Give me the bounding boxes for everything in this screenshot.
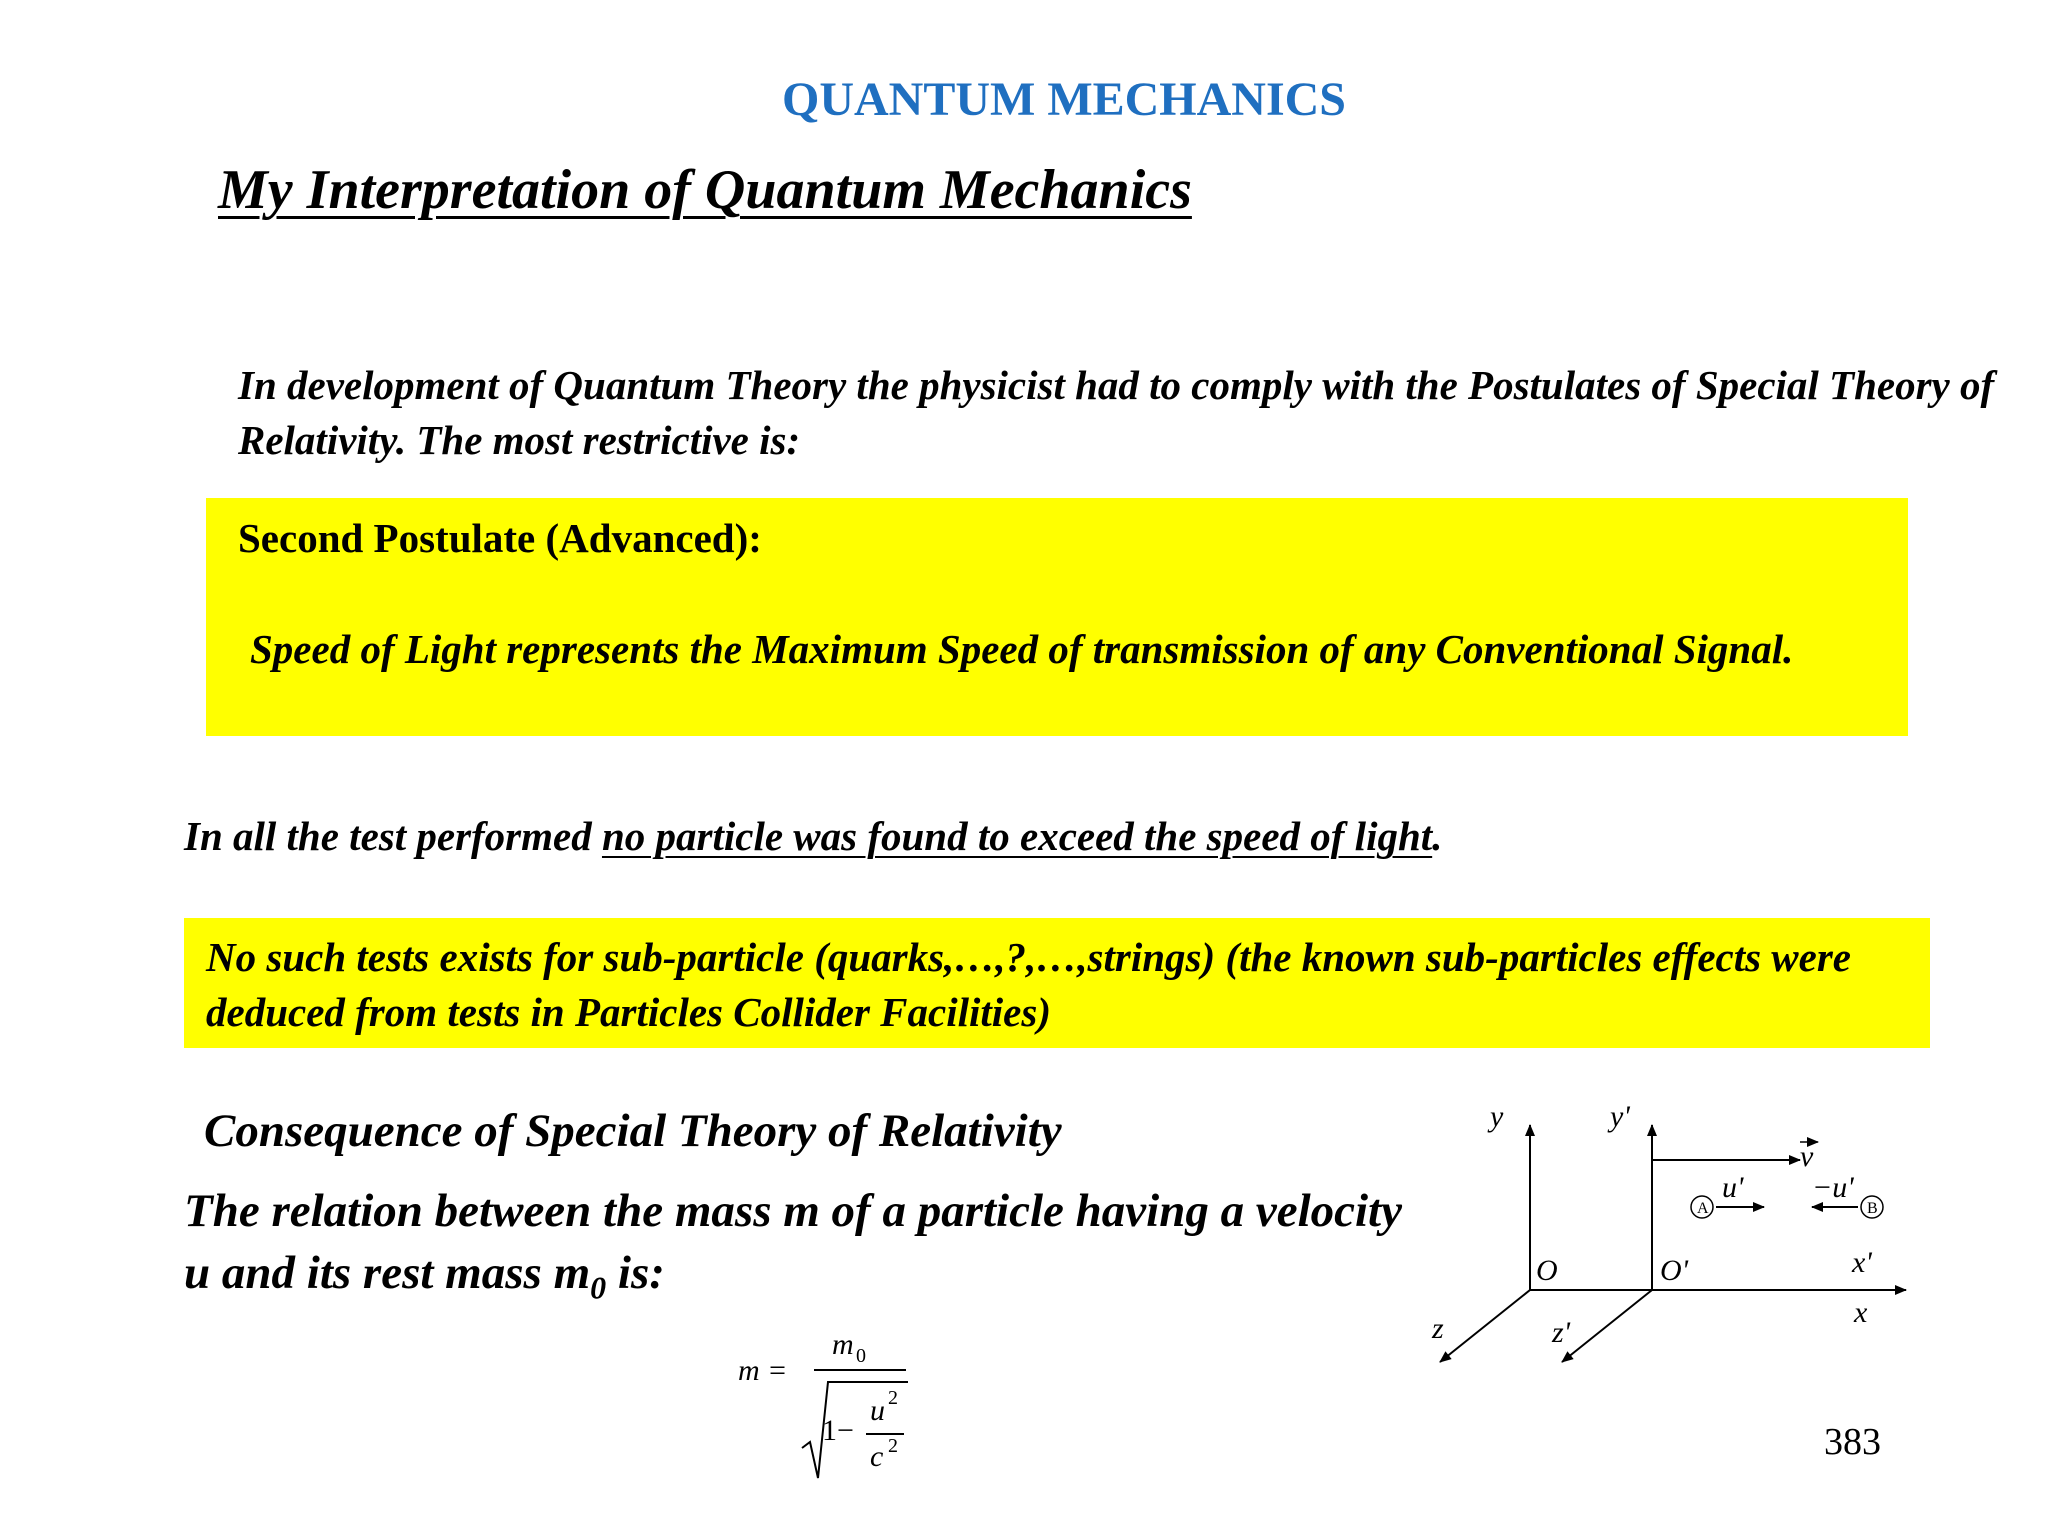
formula-one-minus: 1− — [822, 1414, 854, 1447]
postulate-heading: Second Postulate (Advanced): — [238, 515, 762, 561]
x-prime-axis-label: x' — [1852, 1246, 1872, 1279]
postulate-text: Speed of Light represents the Maximum Speed of transmission of any Conventional Signal. — [250, 626, 1794, 672]
tests-suffix: . — [1432, 813, 1443, 859]
z-prime-axis-label: z' — [1552, 1316, 1571, 1349]
particle-b-label: B — [1867, 1200, 1878, 1217]
particle-a-label: A — [1697, 1200, 1709, 1217]
minus-u-prime-label: −u' — [1812, 1171, 1854, 1204]
tests-statement — [184, 812, 1442, 860]
y-prime-axis-label: y' — [1610, 1100, 1630, 1133]
velocity-v-label: v — [1800, 1140, 1814, 1173]
formula-lhs: m = — [738, 1354, 788, 1387]
subparticle-note: No such tests exists for sub-particle (quarks,…,?,…,strings) (the known sub-particles effects were deduced from tests in Particles Collider Facilities) — [206, 934, 1852, 1035]
consequence-heading: Consequence of Special Theory of Relativity — [204, 1105, 1062, 1157]
formula-u-exp: 2 — [888, 1387, 898, 1409]
formula-u: u — [870, 1394, 885, 1427]
relation-part2: is: — [606, 1247, 665, 1299]
formula-c: c — [870, 1440, 884, 1473]
y-axis-label: y — [1490, 1100, 1504, 1133]
section-subtitle: My Interpretation of Quantum Mechanics — [218, 159, 1192, 221]
relation-part1: The relation between the mass m of a particle having a velocity u and its rest mass m — [184, 1185, 1402, 1299]
tests-underlined: no particle was found to exceed the speed of light — [601, 813, 1433, 859]
page-title: QUANTUM MECHANICS — [782, 73, 1346, 126]
z-axis-label: z — [1432, 1312, 1444, 1345]
tests-prefix: In all the test performed — [184, 813, 602, 859]
formula-numerator-sub: 0 — [856, 1345, 866, 1367]
relation-text — [184, 1180, 1424, 1318]
formula-numerator: m — [832, 1330, 854, 1361]
origin-o-label: O — [1536, 1254, 1558, 1287]
postulate-body — [226, 622, 1896, 677]
reference-frames-diagram — [1420, 1090, 1940, 1390]
intro-paragraph: In development of Quantum Theory the physicist had to comply with the Postulates of Special Theory of Relativity. The most restrictive is: — [238, 362, 1995, 463]
page-number: 383 — [1824, 1421, 1881, 1463]
origin-o-prime-label: O' — [1660, 1254, 1689, 1287]
x-axis-label: x — [1854, 1296, 1868, 1329]
mass-formula — [730, 1330, 930, 1490]
relation-subscript: 0 — [590, 1269, 607, 1306]
formula-c-exp: 2 — [888, 1435, 898, 1457]
u-prime-label: u' — [1722, 1171, 1744, 1204]
